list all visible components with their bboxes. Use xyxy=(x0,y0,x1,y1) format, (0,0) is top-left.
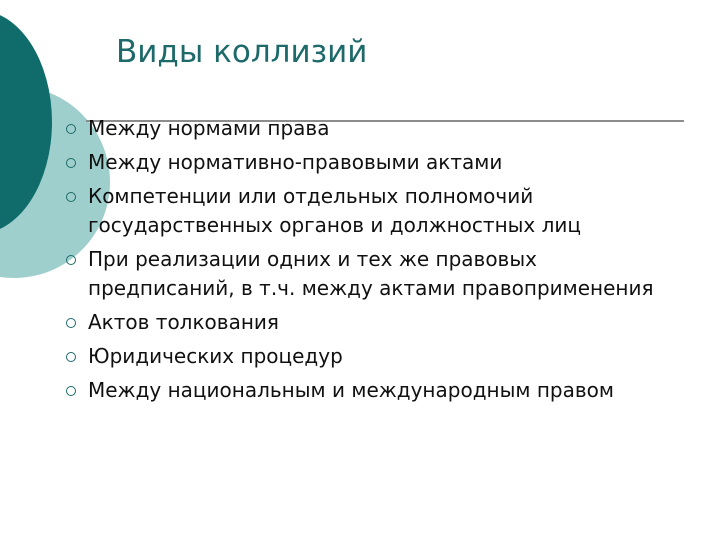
bullet-circle-icon xyxy=(66,255,76,265)
bullet-list xyxy=(62,114,682,410)
list-item: Между нормативно-правовыми актами xyxy=(62,148,682,177)
bullet-circle-icon xyxy=(66,318,76,328)
list-item: Компетенции или отдельных полномочий государственных органов и должностных лиц xyxy=(62,182,682,240)
list-item: Юридических процедур xyxy=(62,342,682,371)
bullet-circle-icon xyxy=(66,124,76,134)
slide-title: Виды коллизий xyxy=(116,34,368,70)
list-item: При реализации одних и тех же правовых предписаний, в т.ч. между актами правоприменения xyxy=(62,245,682,303)
bullet-circle-icon xyxy=(66,386,76,396)
bullet-circle-icon xyxy=(66,192,76,202)
bullet-circle-icon xyxy=(66,158,76,168)
list-item: Актов толкования xyxy=(62,308,682,337)
list-item: Между национальным и международным правом xyxy=(62,376,682,405)
bullet-circle-icon xyxy=(66,352,76,362)
list-item: Между нормами права xyxy=(62,114,682,143)
